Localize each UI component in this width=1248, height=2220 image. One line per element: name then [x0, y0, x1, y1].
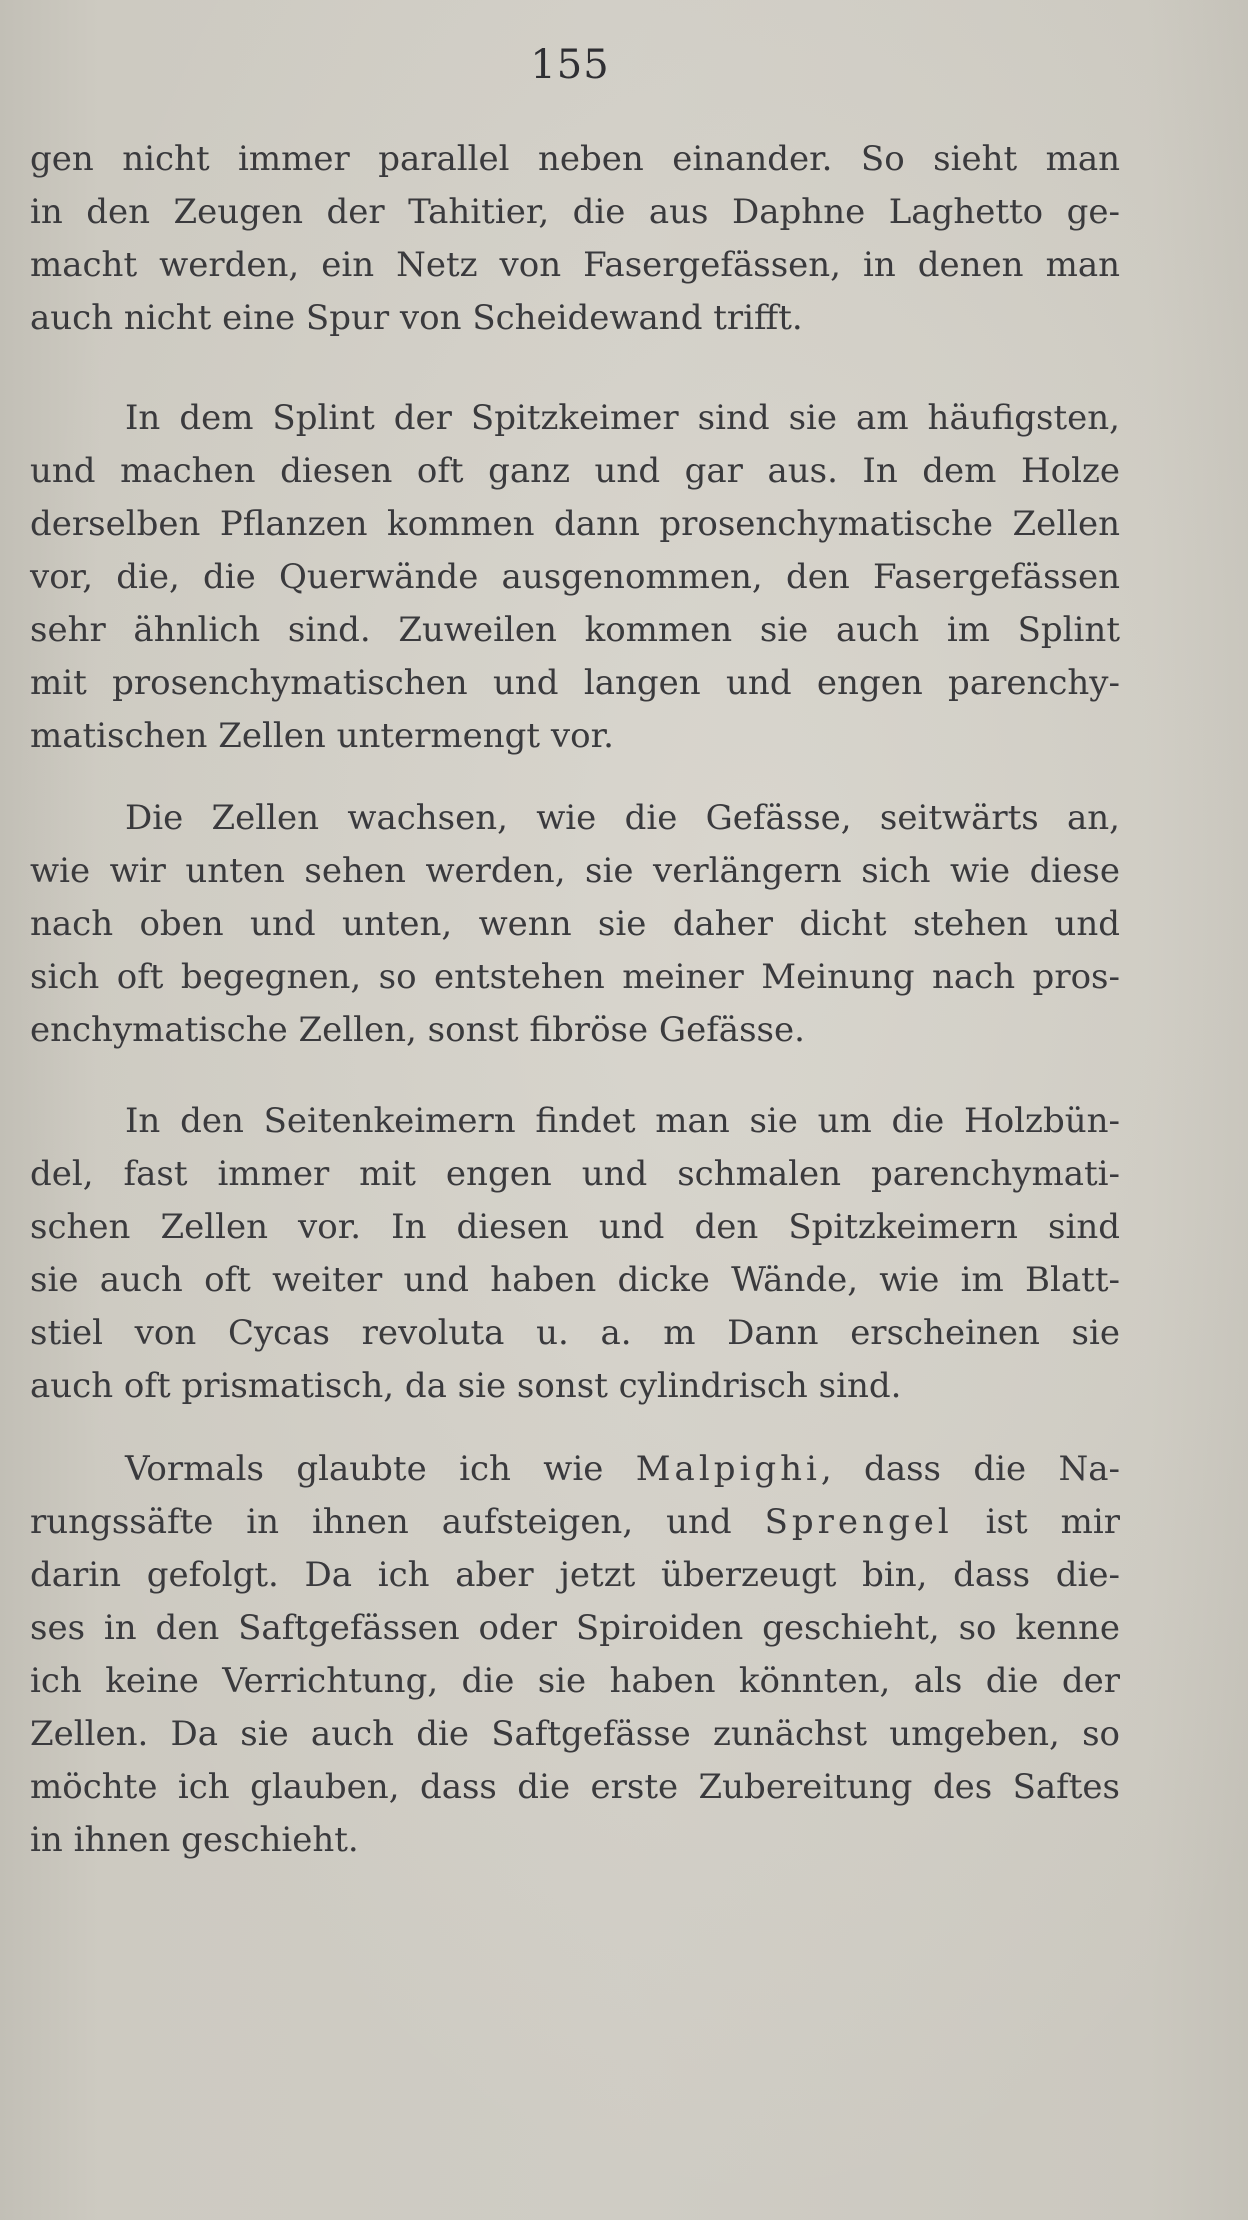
text-fragment: Vormals glaubte ich wie: [125, 1449, 636, 1489]
text-line: In dem Splint der Spitzkeimer sind sie am häufigsten,: [125, 398, 1120, 438]
text-line: ich keine Verrichtung, die sie haben könnten, als die der: [30, 1661, 1120, 1701]
text-line: auch oft prismatisch, da sie sonst cylindrisch sind.: [30, 1366, 902, 1406]
text-fragment: ist mir: [952, 1502, 1120, 1542]
text-line: gen nicht immer parallel neben einander. So sieht man: [30, 139, 1120, 179]
text-line: und machen diesen oft ganz und gar aus. In dem Holze: [30, 451, 1120, 491]
text-line: In den Seitenkeimern findet man sie um die Holzbün-: [125, 1101, 1120, 1141]
text-line: möchte ich glauben, dass die erste Zubereitung des Saftes: [30, 1767, 1120, 1807]
text-line: [30, 1496, 1120, 1549]
page-number: 155: [530, 42, 610, 88]
text-line: nach oben und unten, wenn sie daher dicht stehen und: [30, 904, 1120, 944]
text-line: vor, die, die Querwände ausgenommen, den Fasergefässen: [30, 557, 1120, 597]
text-line: macht werden, ein Netz von Fasergefässen, in denen man: [30, 245, 1120, 285]
text-fragment: rungssäfte in ihnen aufsteigen, und: [30, 1502, 765, 1542]
text-line: auch nicht eine Spur von Scheidewand trifft.: [30, 298, 803, 338]
text-line: sie auch oft weiter und haben dicke Wände, wie im Blatt-: [30, 1260, 1120, 1300]
person-name-malpighi: Malpighi: [635, 1449, 821, 1489]
text-line: derselben Pflanzen kommen dann prosenchymatische Zellen: [30, 504, 1120, 544]
text-line: in ihnen geschieht.: [30, 1820, 359, 1860]
text-line: wie wir unten sehen werden, sie verlängern sich wie diese: [30, 851, 1120, 891]
text-line: matischen Zellen untermengt vor.: [30, 716, 614, 756]
text-line: [30, 1443, 1120, 1496]
text-line: schen Zellen vor. In diesen und den Spitzkeimern sind: [30, 1207, 1120, 1247]
text-line: ses in den Saftgefässen oder Spiroiden geschieht, so kenne: [30, 1608, 1120, 1648]
text-line: enchymatische Zellen, sonst fibröse Gefässe.: [30, 1010, 805, 1050]
text-line: darin gefolgt. Da ich aber jetzt überzeugt bin, dass die-: [30, 1555, 1120, 1595]
text-fragment: , dass die Na-: [820, 1449, 1120, 1489]
paragraph-4: [30, 1095, 1120, 1413]
text-line: del, fast immer mit engen und schmalen parenchymati-: [30, 1154, 1120, 1194]
paragraph-3: [30, 792, 1120, 1057]
text-line: in den Zeugen der Tahitier, die aus Daphne Laghetto ge-: [30, 192, 1120, 232]
paragraph-1: [30, 133, 1120, 345]
text-line: sich oft begegnen, so entstehen meiner Meinung nach pros-: [30, 957, 1120, 997]
text-line: sehr ähnlich sind. Zuweilen kommen sie auch im Splint: [30, 610, 1120, 650]
text-line: Zellen. Da sie auch die Saftgefässe zunächst umgeben, so: [30, 1714, 1120, 1754]
text-line: mit prosenchymatischen und langen und engen parenchy-: [30, 663, 1120, 703]
text-line: Die Zellen wachsen, wie die Gefässe, seitwärts an,: [125, 798, 1120, 838]
paragraph-2: [30, 392, 1120, 763]
text-line: stiel von Cycas revoluta u. a. m Dann erscheinen sie: [30, 1313, 1120, 1353]
paragraph-5: [30, 1443, 1120, 1867]
person-name-sprengel: Sprengel: [764, 1502, 953, 1542]
